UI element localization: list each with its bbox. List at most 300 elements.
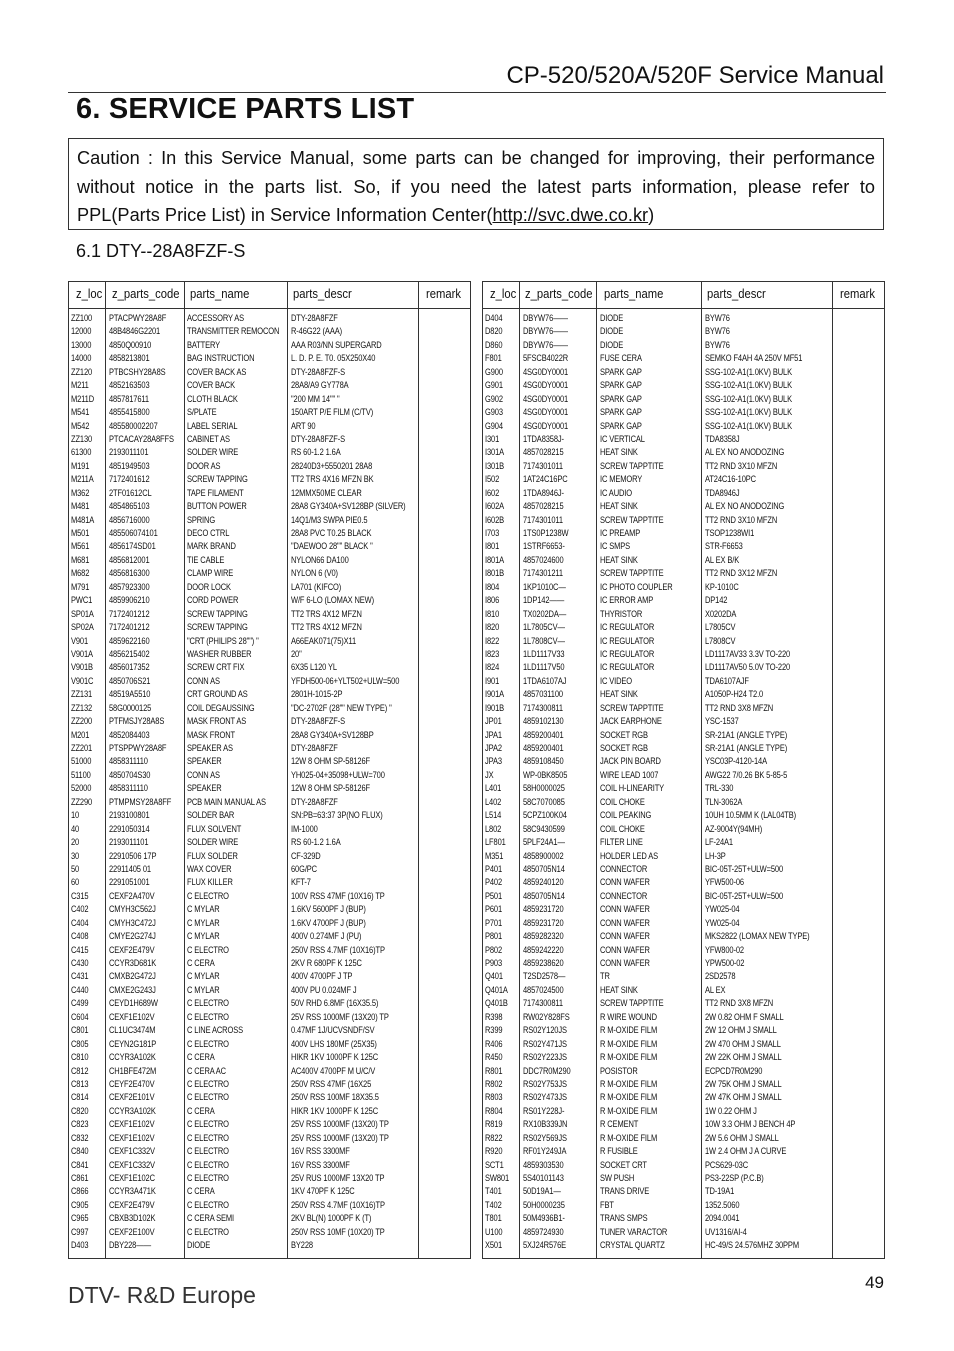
cell-z-loc: 14000	[71, 352, 92, 364]
cell-z-loc: I822	[485, 634, 500, 646]
table-row	[483, 607, 884, 620]
cell-parts-name: JACK PIN BOARD	[600, 755, 661, 767]
table-row	[69, 566, 470, 579]
table-row	[69, 365, 470, 378]
cell-parts-name: JACK EARPHONE	[600, 715, 662, 727]
cell-parts-name: C ELECTRO	[187, 1131, 229, 1143]
cell-parts-descr: L7808CV	[705, 634, 736, 646]
cell-z-loc: D404	[485, 312, 503, 323]
cell-z-loc: C810	[71, 1051, 89, 1063]
cell-parts-descr: AL EX NO ANODOZING	[705, 500, 785, 512]
cell-z-loc: T801	[485, 1212, 502, 1224]
cell-parts-descr: 25V RSS 1000MF (13X20) TP	[291, 1118, 389, 1130]
cell-parts-descr: BY228	[291, 1239, 313, 1251]
cell-parts-name: MASK FRONT	[187, 728, 235, 740]
cell-parts-descr: LA701 (KIFCO)	[291, 580, 342, 592]
cell-parts-name: ACCESSORY AS	[187, 312, 245, 323]
cell-parts-descr: 250V RSS 100MF 18X35.5	[291, 1091, 379, 1103]
cell-parts-code: 4856816300	[109, 567, 150, 579]
table-row	[69, 1104, 470, 1117]
cell-parts-code: 7172401612	[109, 473, 150, 485]
cell-parts-code: 4855415800	[109, 406, 150, 418]
cell-parts-code: 4859200401	[523, 728, 564, 740]
cell-parts-code: 1TS0P1238W	[523, 527, 569, 538]
table-row	[483, 647, 884, 660]
cell-parts-code: CCYR3A102K	[109, 1051, 156, 1063]
table-row	[483, 1037, 884, 1050]
cell-parts-name: C CERA	[187, 1104, 215, 1116]
cell-z-loc: P501	[485, 889, 503, 901]
cell-parts-descr: 2SD2578	[705, 970, 736, 982]
section-title: 6. SERVICE PARTS LIST	[76, 93, 415, 125]
cell-parts-descr: 2094.0041	[705, 1212, 740, 1224]
cell-parts-descr: 150ART P/E FILM (C/TV)	[291, 406, 374, 418]
cell-parts-name: HEAT SINK	[600, 500, 638, 512]
cell-parts-descr: SR-21A1 (ANGLE TYPE)	[705, 742, 788, 753]
cell-z-loc: P802	[485, 943, 503, 955]
cell-parts-code: 2TF01612CL	[109, 486, 152, 498]
cell-parts-name: COIL DEGAUSSING	[187, 701, 255, 713]
cell-parts-name: SCREW TAPPTITE	[600, 459, 664, 471]
cell-z-loc: T401	[485, 1185, 502, 1197]
table-row	[483, 1184, 884, 1197]
cell-parts-name: R M-OXIDE FILM	[600, 1024, 658, 1036]
cell-parts-code: 5PLF24A1—	[523, 836, 565, 848]
cell-parts-code: 50D19A1—	[523, 1185, 561, 1197]
cell-parts-descr: 2W 47K OHM J SMALL	[705, 1091, 782, 1103]
table-row	[483, 351, 884, 364]
cell-parts-name: SPARK GAP	[600, 392, 642, 404]
cell-parts-name: SPEAKER	[187, 782, 222, 794]
cell-parts-descr: 250V RSS 4.7MF (10X16)TP	[291, 1198, 385, 1210]
cell-parts-code: 4858900002	[523, 849, 564, 861]
table-row	[483, 472, 884, 485]
cell-z-loc: R819	[485, 1118, 503, 1130]
cell-parts-descr: 1352.5060	[705, 1198, 740, 1210]
col-header-z-loc: z_loc	[490, 287, 517, 301]
cell-parts-descr: TD-19A1	[705, 1185, 735, 1197]
cell-z-loc: G903	[485, 406, 503, 418]
cell-parts-code: CEXF1C332V	[109, 1158, 155, 1170]
table-row	[69, 1064, 470, 1077]
cell-parts-code: 4850704S30	[109, 768, 151, 780]
cell-parts-code: DBYW76——	[523, 325, 568, 337]
cell-parts-name: C CERA SEMI	[187, 1212, 235, 1224]
cell-z-loc: I602B	[485, 513, 504, 525]
cell-parts-name: IC REGULATOR	[600, 647, 655, 659]
cell-parts-descr: 12MMX50ME CLEAR	[291, 486, 362, 498]
cell-parts-descr: 10UH 10.5MM K (LAL04TB)	[705, 809, 797, 821]
cell-z-loc: M191	[71, 459, 90, 471]
cell-z-loc: 20	[71, 836, 80, 848]
cell-parts-descr: TT2 TRS 4X12 MFZN	[291, 607, 362, 619]
cell-parts-name: DIODE	[600, 338, 624, 350]
cell-parts-name: WIRE LEAD 1007	[600, 768, 659, 780]
cell-parts-descr: 28A8 GY340A+SV128BP	[291, 728, 374, 740]
parts-table-right	[482, 281, 885, 1259]
cell-parts-code: CMYE2G274J	[109, 930, 156, 942]
cell-parts-name: C ELECTRO	[187, 1091, 229, 1103]
cell-parts-descr: 25V RUS 1000MF 13X20 TP	[291, 1172, 385, 1183]
table-row	[483, 1090, 884, 1103]
cell-z-loc: 60	[71, 876, 80, 888]
cell-parts-name: TR	[600, 970, 610, 982]
cell-parts-descr: 10W 3.3 OHM J BENCH 4P	[705, 1118, 796, 1130]
cell-parts-code: 5CPZ100K04	[523, 809, 567, 821]
cell-parts-descr: SSG-102-A1(1.0KV) BULK	[705, 406, 792, 418]
cell-parts-name: SOCKET RGB	[600, 742, 648, 753]
table-row	[483, 580, 884, 593]
cell-z-loc: I801A	[485, 553, 504, 565]
cell-parts-descr: HIKR 1KV 1000PF K 125C	[291, 1104, 378, 1116]
cell-parts-descr: SR-21A1 (ANGLE TYPE)	[705, 728, 788, 740]
cell-parts-descr: 1W 2.4 OHM J A CURVE	[705, 1145, 787, 1157]
cell-z-loc: ZZ132	[71, 701, 93, 713]
cell-z-loc: M791	[71, 580, 90, 592]
cell-z-loc: M541	[71, 406, 90, 418]
cell-parts-descr: 2W 0.82 OHM F SMALL	[705, 1010, 784, 1022]
cell-parts-descr: TT2 TRS 4X12 MFZN	[291, 621, 362, 633]
cell-parts-descr: 1KV 470PF K 125C	[291, 1185, 355, 1197]
table-row	[69, 526, 470, 539]
cell-parts-code: 1TDA8358J-	[523, 432, 564, 444]
table-row	[483, 445, 884, 458]
cell-z-loc: JX	[485, 768, 494, 780]
cell-z-loc: JPA3	[485, 755, 502, 767]
cell-parts-descr: MKS2822 (LOMAX NEW TYPE)	[705, 930, 810, 942]
cell-z-loc: SP01A	[71, 607, 94, 619]
cell-parts-descr: 2W 75K OHM J SMALL	[705, 1077, 782, 1089]
cell-parts-descr: 250V RSS 4.7MF (10X16)TP	[291, 943, 385, 955]
table-row	[483, 996, 884, 1009]
caution-text: Caution : In this Service Manual, some parts can be changed for improving, their performance without notice in the parts list. So, if you need the latest parts information, please refer to PPL(Parts Price List) in Service Information Center(	[77, 148, 875, 225]
cell-parts-descr: YPW500-02	[705, 957, 745, 968]
cell-parts-name: SCREW CRT FIX	[187, 661, 245, 673]
table-row	[69, 1171, 470, 1184]
cell-parts-code: 4857028215	[523, 446, 564, 458]
cell-parts-descr: STR-F6653	[705, 540, 743, 552]
table-row	[483, 1198, 884, 1211]
cell-parts-descr: HIKR 1KV 1000PF K 125C	[291, 1051, 378, 1063]
cell-parts-code: 4SG0DY0001	[523, 392, 569, 404]
cell-parts-name: WASHER RUBBER	[187, 647, 252, 659]
cell-parts-descr: DTY-28A8FZF	[291, 312, 338, 323]
table-row	[483, 1050, 884, 1063]
cell-parts-name: S/PLATE	[187, 406, 217, 418]
svc-link[interactable]: http://svc.dwe.co.kr	[492, 205, 649, 225]
cell-parts-descr: 25V RSS 1000MF (13X20) TP	[291, 1131, 389, 1143]
cell-parts-name: R M-OXIDE FILM	[600, 1131, 658, 1143]
cell-parts-code: CEXF2E479V	[109, 1198, 155, 1210]
cell-parts-descr: 250V RSS 10MF (10X20) TP	[291, 1225, 385, 1237]
cell-parts-name: HEAT SINK	[600, 553, 638, 565]
cell-parts-code: 4850Q00910	[109, 338, 152, 350]
table-row	[69, 875, 470, 888]
cell-parts-descr: 28A8/A9 GY778A	[291, 379, 349, 391]
cell-parts-descr: A66EAK071(75)X11	[291, 634, 357, 646]
cell-parts-name: TAPE FILAMENT	[187, 486, 244, 498]
cell-parts-descr: TT2 RND 3X10 MFZN	[705, 513, 778, 525]
cell-parts-name: COVER BACK	[187, 379, 235, 391]
cell-parts-code: CEXF2E101V	[109, 1091, 155, 1103]
table-row	[483, 513, 884, 526]
cell-parts-name: COVER BACK AS	[187, 365, 247, 377]
cell-z-loc: C499	[71, 997, 89, 1009]
cell-parts-code: 4857024500	[523, 983, 564, 995]
table-row	[483, 956, 884, 969]
cell-z-loc: I806	[485, 594, 500, 606]
table-row	[69, 486, 470, 499]
cell-parts-name: C ELECTRO	[187, 943, 229, 955]
cell-parts-name: IC ERROR AMP	[600, 594, 654, 606]
cell-z-loc: I301A	[485, 446, 504, 458]
cell-parts-code: CEXF1E102C	[109, 1172, 155, 1183]
table-row	[69, 607, 470, 620]
cell-z-loc: M211A	[71, 473, 94, 485]
cell-parts-name: CLAMP WIRE	[187, 567, 234, 579]
cell-z-loc: C813	[71, 1077, 89, 1089]
table-row	[483, 1131, 884, 1144]
table-row	[483, 324, 884, 337]
table-row	[69, 1198, 470, 1211]
cell-parts-code: 2291050314	[109, 822, 150, 834]
table-row	[69, 311, 470, 324]
cell-parts-code: RX10B339JN	[523, 1118, 568, 1130]
table-row	[69, 392, 470, 405]
cell-parts-descr: 0.47MF 1J/UCVSNDF/SV	[291, 1024, 375, 1036]
cell-parts-descr: TT2 RND 3X12 MFZN	[705, 567, 778, 579]
cell-parts-code: 7174300811	[523, 701, 563, 713]
cell-z-loc: M501	[71, 527, 90, 538]
cell-parts-name: C ELECTRO	[187, 1077, 229, 1089]
cell-parts-code: CEXF2A470V	[109, 889, 155, 901]
cell-parts-name: CONN AS	[187, 674, 220, 686]
cell-parts-descr: LD1117AV50 5.0V TO-220	[705, 661, 791, 673]
table-row	[69, 539, 470, 552]
cell-parts-descr: AL EX	[705, 983, 726, 995]
cell-parts-descr: YFW800-02	[705, 943, 744, 955]
cell-z-loc: I301B	[485, 459, 504, 471]
cell-z-loc: C814	[71, 1091, 89, 1103]
table-row	[483, 795, 884, 808]
table-row	[483, 405, 884, 418]
cell-parts-name: C ELECTRO	[187, 1118, 229, 1130]
cell-parts-code: CL1UC3474M	[109, 1024, 156, 1036]
cell-parts-name: TUNER VARACTOR	[600, 1225, 668, 1237]
cell-z-loc: I502	[485, 473, 500, 485]
table-row	[483, 969, 884, 982]
table-row	[69, 674, 470, 687]
cell-z-loc: U100	[485, 1225, 503, 1237]
cell-parts-name: HEAT SINK	[600, 688, 638, 700]
cell-parts-descr: 1W 0.22 OHM J	[705, 1104, 757, 1116]
cell-z-loc: I804	[485, 580, 500, 592]
table-row	[69, 338, 470, 351]
cell-z-loc: 51000	[71, 755, 92, 767]
cell-parts-name: C ELECTRO	[187, 1037, 229, 1049]
cell-parts-descr: AL EX NO ANODOZING	[705, 446, 785, 458]
cell-parts-code: RF01Y249JA	[523, 1145, 567, 1157]
table-row	[69, 768, 470, 781]
table-row	[483, 365, 884, 378]
cell-z-loc: I810	[485, 607, 500, 619]
table-row	[69, 660, 470, 673]
cell-parts-descr: DTY-28A8FZF	[291, 795, 338, 807]
cell-z-loc: 10	[71, 809, 80, 821]
cell-z-loc: C315	[71, 889, 89, 901]
cell-parts-name: SCREW TAPPTITE	[600, 567, 664, 579]
cell-z-loc: L402	[485, 795, 502, 807]
cell-parts-descr: BYW76	[705, 338, 730, 350]
table-row	[483, 916, 884, 929]
cell-parts-code: RS02Y753JS	[523, 1077, 567, 1089]
table-row	[69, 1158, 470, 1171]
cell-parts-name: CONN WAFER	[600, 876, 650, 888]
cell-parts-code: CCYR3D681K	[109, 957, 157, 968]
cell-z-loc: 52000	[71, 782, 92, 794]
table-row	[69, 1131, 470, 1144]
cell-parts-name: C LINE ACROSS	[187, 1024, 243, 1036]
cell-parts-descr: W/F 6-LO (LOMAX NEW)	[291, 594, 375, 606]
cell-parts-name: DIODE	[600, 312, 624, 323]
cell-parts-name: TRANS DRIVE	[600, 1185, 650, 1197]
cell-z-loc: JP01	[485, 715, 502, 727]
cell-parts-descr: 2KV BL(N) 1000PF K (T)	[291, 1212, 372, 1224]
cell-parts-code: CEYF2E470V	[109, 1077, 155, 1089]
cell-z-loc: V901	[71, 634, 89, 646]
cell-parts-descr: 12W 8 OHM SP-58126F	[291, 755, 371, 767]
cell-parts-descr: DP142	[705, 594, 728, 606]
table-row	[69, 1211, 470, 1224]
cell-parts-descr: 2W 22K OHM J SMALL	[705, 1051, 782, 1063]
cell-parts-code: 22910506 17P	[109, 849, 157, 861]
cell-parts-descr: TDA6107AJF	[705, 674, 749, 686]
cell-parts-descr: YW025-04	[705, 903, 740, 915]
cell-parts-descr: UV1316/AI-4	[705, 1225, 747, 1237]
cell-parts-code: 4SG0DY0001	[523, 379, 569, 391]
cell-z-loc: L802	[485, 822, 502, 834]
cell-parts-code: 4859238620	[523, 957, 564, 968]
cell-parts-name: C CERA	[187, 1185, 215, 1197]
cell-parts-name: C MYLAR	[187, 916, 220, 928]
cell-parts-descr: TDA8358J	[705, 432, 740, 444]
cell-parts-code: 4859906210	[109, 594, 150, 606]
cell-z-loc: PWC1	[71, 594, 93, 606]
cell-parts-name: C MYLAR	[187, 970, 220, 982]
cell-parts-name: SPEAKER AS	[187, 742, 233, 753]
cell-parts-code: 1TDA8946J-	[523, 486, 564, 498]
cell-parts-name: SCREW TAPPING	[187, 621, 248, 633]
cell-parts-descr: TDA8946J	[705, 486, 740, 498]
cell-z-loc: R804	[485, 1104, 503, 1116]
table-row	[483, 835, 884, 848]
cell-parts-descr: AWG22 7/0.26 BK 5-85-5	[705, 768, 788, 780]
table-row	[69, 822, 470, 835]
cell-parts-descr: DTY-28A8FZF-S	[291, 432, 346, 444]
parts-table-left	[68, 281, 471, 1259]
table-row	[483, 620, 884, 633]
table-row	[483, 539, 884, 552]
col-header-parts-code: z_parts_code	[525, 287, 593, 301]
cell-parts-code: CEXF1E102V	[109, 1131, 155, 1143]
table-row	[483, 849, 884, 862]
cell-parts-code: 1L7805CV—	[523, 621, 565, 633]
table-row	[483, 889, 884, 902]
cell-parts-name: CONN WAFER	[600, 930, 650, 942]
cell-parts-code: CEXF1C332V	[109, 1145, 155, 1157]
cell-parts-code: 4857028215	[523, 500, 564, 512]
cell-parts-code: RS02Y120JS	[523, 1024, 567, 1036]
cell-z-loc: P401	[485, 862, 503, 874]
table-row	[69, 1144, 470, 1157]
cell-z-loc: Q401B	[485, 997, 508, 1009]
cell-parts-code: 4SG0DY0001	[523, 419, 569, 431]
cell-parts-code: CMYH3C472J	[109, 916, 156, 928]
cell-parts-descr: SSG-102-A1(1.0KV) BULK	[705, 365, 792, 377]
cell-parts-descr: AL EX B/K	[705, 553, 740, 565]
table-row	[69, 808, 470, 821]
col-header-remark: remark	[840, 287, 876, 301]
cell-z-loc: M561	[71, 540, 90, 552]
cell-z-loc: 50	[71, 862, 80, 874]
table-row	[69, 996, 470, 1009]
cell-parts-name: R WIRE WOUND	[600, 1010, 657, 1022]
cell-parts-name: CRYSTAL QUARTZ	[600, 1239, 665, 1251]
table-row	[483, 1077, 884, 1090]
cell-parts-code: 4856716000	[109, 513, 150, 525]
cell-z-loc: 12000	[71, 325, 92, 337]
cell-parts-code: 4856812001	[109, 553, 150, 565]
cell-parts-descr: 16V RSS 3300MF	[291, 1158, 350, 1170]
cell-parts-code: DDC7R0M290	[523, 1064, 571, 1076]
cell-z-loc: LF801	[485, 836, 506, 848]
table-row	[483, 1211, 884, 1224]
table-row	[69, 1010, 470, 1023]
cell-z-loc: SP02A	[71, 621, 94, 633]
col-header-parts-code: z_parts_code	[112, 287, 180, 301]
cell-parts-name: SOCKET CRT	[600, 1158, 647, 1170]
cell-parts-name: SPEAKER	[187, 755, 222, 767]
cell-parts-code: 4859282320	[523, 930, 564, 942]
cell-z-loc: C997	[71, 1225, 89, 1237]
col-header-z-loc: z_loc	[76, 287, 103, 301]
cell-parts-descr: 1.6KV 4700PF J (BUP)	[291, 916, 366, 928]
cell-parts-code: PTMPMSY28A8FF	[109, 795, 172, 807]
cell-parts-name: POSISTOR	[600, 1064, 638, 1076]
cell-parts-descr: BYW76	[705, 325, 730, 337]
cell-parts-code: 50H0000235	[523, 1198, 565, 1210]
table-row	[483, 943, 884, 956]
cell-parts-code: 1LD1117V33	[523, 647, 565, 659]
cell-parts-code: 2193100801	[109, 809, 150, 821]
cell-parts-descr: 16V RSS 3300MF	[291, 1145, 350, 1157]
table-row	[69, 499, 470, 512]
cell-parts-descr: YSC03P-4120-14A	[705, 755, 767, 767]
cell-parts-descr: SEMKO F4AH 4A 250V MF51	[705, 352, 803, 364]
cell-parts-descr: A1050P-H24 T2.0	[705, 688, 764, 700]
cell-parts-code: WP-0BK8505	[523, 768, 568, 780]
cell-z-loc: R398	[485, 1010, 503, 1022]
cell-z-loc: M211	[71, 379, 89, 391]
table-row	[483, 754, 884, 767]
cell-parts-code: 4858311110	[109, 755, 148, 767]
cell-z-loc: R399	[485, 1024, 503, 1036]
table-row	[69, 351, 470, 364]
table-row	[69, 620, 470, 633]
cell-parts-name: R CEMENT	[600, 1118, 639, 1130]
cell-parts-code: CMXE2G243J	[109, 983, 156, 995]
cell-parts-code: CMYH3C562J	[109, 903, 156, 915]
